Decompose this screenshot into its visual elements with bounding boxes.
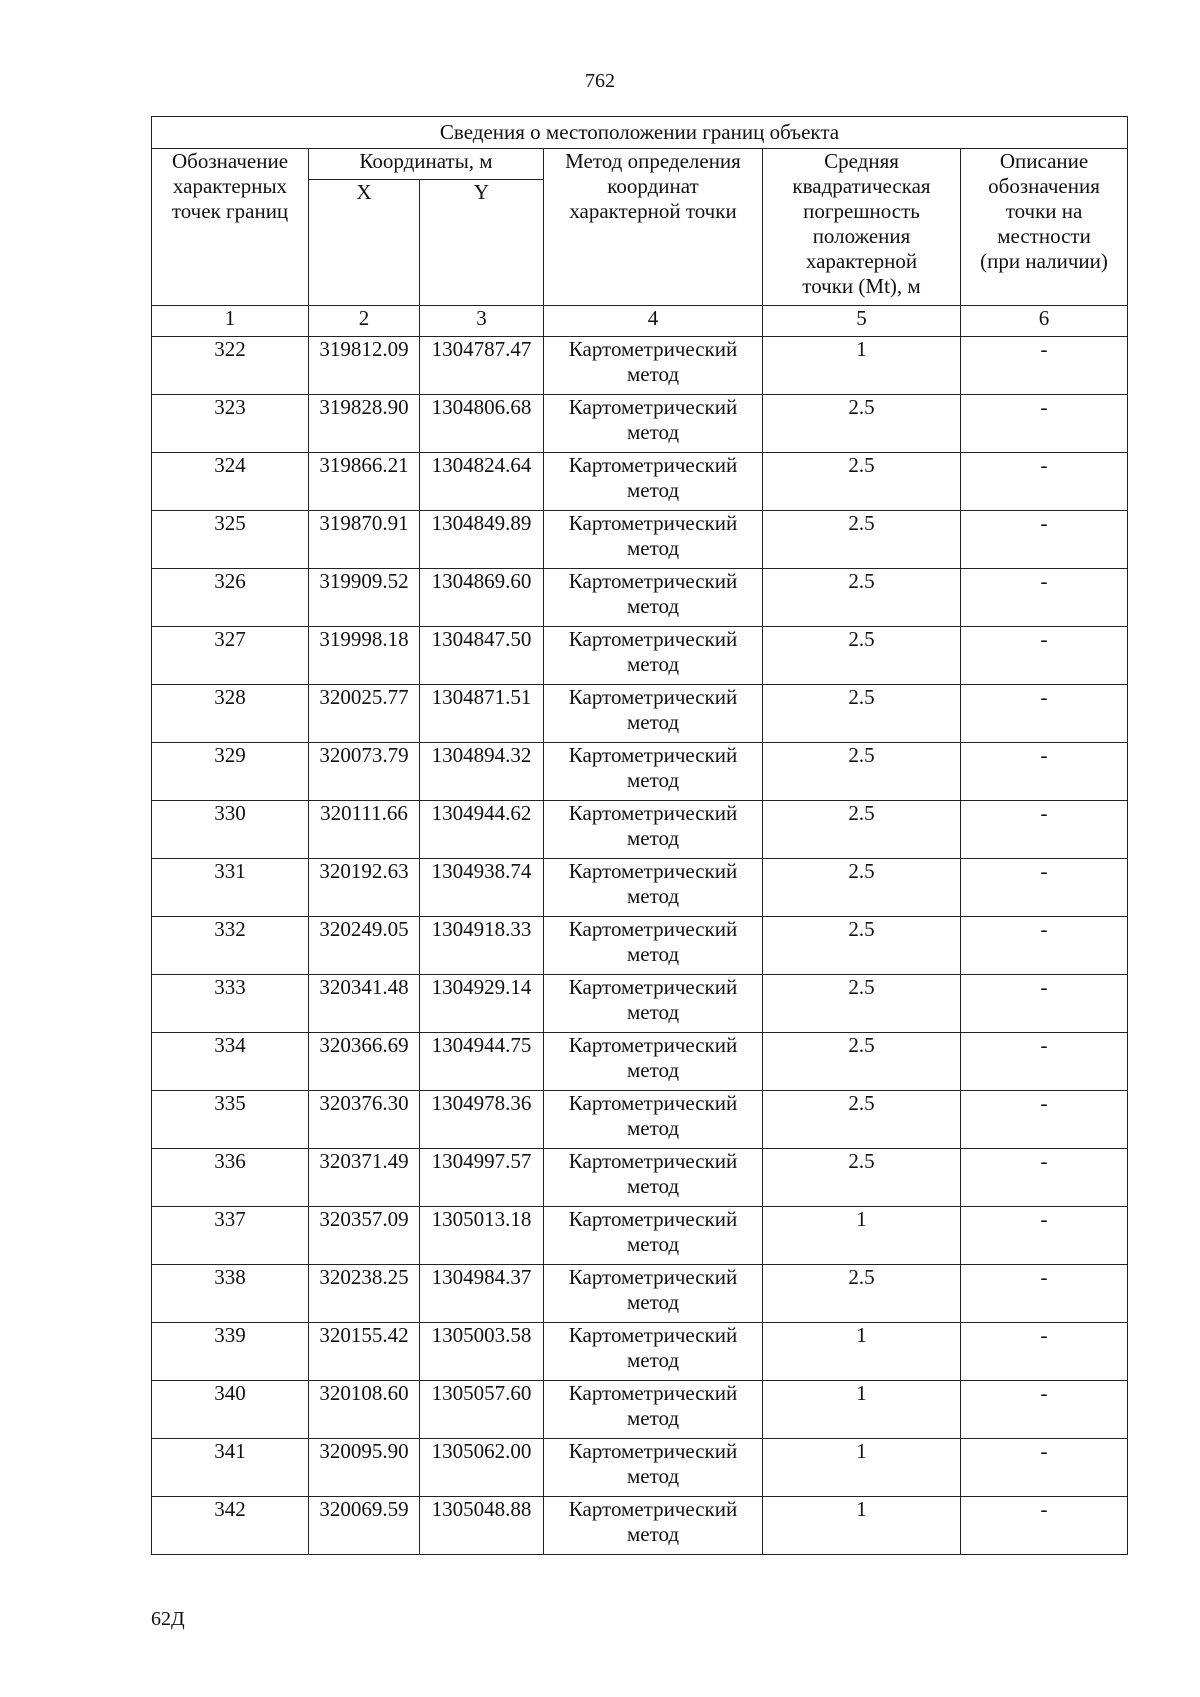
x-coordinate-cell: 320249.05	[309, 917, 420, 975]
header-line: точек границ	[171, 199, 289, 223]
table-caption: Сведения о местоположении границ объекта	[152, 117, 1128, 149]
column-number: 6	[961, 306, 1128, 337]
table-row	[152, 859, 1128, 917]
mean-error-cell: 2.5	[763, 511, 961, 569]
point-id-cell: 324	[152, 453, 309, 511]
point-id-cell: 342	[152, 1497, 309, 1555]
header-line: Описание	[999, 149, 1089, 173]
y-coordinate-cell: 1304929.14	[420, 975, 544, 1033]
page-number: 762	[585, 70, 615, 92]
method-cell: Картометрический метод	[544, 1381, 763, 1439]
method-cell: Картометрический метод	[544, 1091, 763, 1149]
method-cell: Картометрический метод	[544, 453, 763, 511]
description-cell: -	[961, 453, 1128, 511]
description-cell: -	[961, 917, 1128, 975]
column-number: 2	[309, 306, 420, 337]
y-coordinate-cell: 1304944.75	[420, 1033, 544, 1091]
x-coordinate-cell: 320069.59	[309, 1497, 420, 1555]
y-coordinate-cell: 1305062.00	[420, 1439, 544, 1497]
x-coordinate-cell: 320108.60	[309, 1381, 420, 1439]
y-coordinate-cell: 1305048.88	[420, 1497, 544, 1555]
mean-error-cell: 2.5	[763, 1033, 961, 1091]
header-line: погрешность	[803, 199, 920, 223]
y-coordinate-cell: 1304806.68	[420, 395, 544, 453]
header-point-designation	[152, 149, 309, 306]
point-id-cell: 336	[152, 1149, 309, 1207]
mean-error-cell: 2.5	[763, 685, 961, 743]
header-line: характерной точки	[569, 199, 737, 223]
mean-error-cell: 2.5	[763, 801, 961, 859]
header-line: обозначения	[988, 174, 1100, 198]
mean-error-cell: 2.5	[763, 569, 961, 627]
table-row	[152, 337, 1128, 395]
header-line: характерных	[172, 174, 288, 198]
point-id-cell: 338	[152, 1265, 309, 1323]
point-id-cell: 329	[152, 743, 309, 801]
header-line: точки на	[1005, 199, 1083, 223]
column-number: 4	[544, 306, 763, 337]
table-row	[152, 743, 1128, 801]
x-coordinate-cell: 319909.52	[309, 569, 420, 627]
x-coordinate-cell: 320357.09	[309, 1207, 420, 1265]
mean-error-cell: 2.5	[763, 395, 961, 453]
method-cell: Картометрический метод	[544, 511, 763, 569]
method-cell: Картометрический метод	[544, 917, 763, 975]
mean-error-cell: 1	[763, 1497, 961, 1555]
y-coordinate-cell: 1304871.51	[420, 685, 544, 743]
header-line: квадратическая	[792, 174, 931, 198]
x-coordinate-cell: 320073.79	[309, 743, 420, 801]
description-cell: -	[961, 1265, 1128, 1323]
description-cell: -	[961, 569, 1128, 627]
description-cell: -	[961, 1033, 1128, 1091]
description-cell: -	[961, 1497, 1128, 1555]
description-cell: -	[961, 1381, 1128, 1439]
description-cell: -	[961, 859, 1128, 917]
x-coordinate-cell: 320341.48	[309, 975, 420, 1033]
header-y: Y	[420, 180, 544, 306]
x-coordinate-cell: 319828.90	[309, 395, 420, 453]
header-x: X	[309, 180, 420, 306]
x-coordinate-cell: 319866.21	[309, 453, 420, 511]
table-row	[152, 917, 1128, 975]
y-coordinate-cell: 1304787.47	[420, 337, 544, 395]
y-coordinate-cell: 1305057.60	[420, 1381, 544, 1439]
method-cell: Картометрический метод	[544, 1149, 763, 1207]
description-cell: -	[961, 685, 1128, 743]
table-row	[152, 395, 1128, 453]
table-row	[152, 975, 1128, 1033]
table-row	[152, 801, 1128, 859]
header-line: Метод определения	[565, 149, 741, 173]
point-id-cell: 335	[152, 1091, 309, 1149]
method-cell: Картометрический метод	[544, 1497, 763, 1555]
table-row	[152, 1149, 1128, 1207]
y-coordinate-cell: 1304894.32	[420, 743, 544, 801]
header-line: точки (Mt), м	[802, 274, 921, 298]
mean-error-cell: 2.5	[763, 743, 961, 801]
mean-error-cell: 2.5	[763, 1091, 961, 1149]
point-id-cell: 322	[152, 337, 309, 395]
x-coordinate-cell: 320238.25	[309, 1265, 420, 1323]
method-cell: Картометрический метод	[544, 337, 763, 395]
table-row	[152, 1265, 1128, 1323]
point-id-cell: 341	[152, 1439, 309, 1497]
column-number: 3	[420, 306, 544, 337]
table-row	[152, 1207, 1128, 1265]
y-coordinate-cell: 1304847.50	[420, 627, 544, 685]
method-cell: Картометрический метод	[544, 627, 763, 685]
x-coordinate-cell: 319870.91	[309, 511, 420, 569]
y-coordinate-cell: 1305013.18	[420, 1207, 544, 1265]
x-coordinate-cell: 320366.69	[309, 1033, 420, 1091]
header-line: местности	[997, 224, 1091, 248]
table-row	[152, 453, 1128, 511]
x-coordinate-cell: 320376.30	[309, 1091, 420, 1149]
point-id-cell: 331	[152, 859, 309, 917]
description-cell: -	[961, 801, 1128, 859]
mean-error-cell: 2.5	[763, 453, 961, 511]
table-row	[152, 627, 1128, 685]
description-cell: -	[961, 743, 1128, 801]
table-row	[152, 1497, 1128, 1555]
footer-code: 62Д	[151, 1608, 185, 1630]
point-id-cell: 339	[152, 1323, 309, 1381]
table-row	[152, 685, 1128, 743]
mean-error-cell: 1	[763, 1381, 961, 1439]
mean-error-cell: 1	[763, 1207, 961, 1265]
y-coordinate-cell: 1304997.57	[420, 1149, 544, 1207]
header-line: (при наличии)	[980, 249, 1108, 273]
point-id-cell: 332	[152, 917, 309, 975]
y-coordinate-cell: 1305003.58	[420, 1323, 544, 1381]
method-cell: Картометрический метод	[544, 975, 763, 1033]
table-row	[152, 1033, 1128, 1091]
method-cell: Картометрический метод	[544, 569, 763, 627]
column-number: 1	[152, 306, 309, 337]
description-cell: -	[961, 1323, 1128, 1381]
method-cell: Картометрический метод	[544, 1207, 763, 1265]
mean-error-cell: 2.5	[763, 627, 961, 685]
description-cell: -	[961, 627, 1128, 685]
mean-error-cell: 2.5	[763, 917, 961, 975]
x-coordinate-cell: 319998.18	[309, 627, 420, 685]
point-id-cell: 333	[152, 975, 309, 1033]
method-cell: Картометрический метод	[544, 1323, 763, 1381]
description-cell: -	[961, 1091, 1128, 1149]
table-row	[152, 1091, 1128, 1149]
method-cell: Картометрический метод	[544, 1439, 763, 1497]
boundary-coordinates-table	[151, 116, 1128, 1555]
mean-error-cell: 2.5	[763, 859, 961, 917]
point-id-cell: 334	[152, 1033, 309, 1091]
method-cell: Картометрический метод	[544, 859, 763, 917]
mean-error-cell: 2.5	[763, 1265, 961, 1323]
method-cell: Картометрический метод	[544, 801, 763, 859]
y-coordinate-cell: 1304869.60	[420, 569, 544, 627]
x-coordinate-cell: 320371.49	[309, 1149, 420, 1207]
description-cell: -	[961, 395, 1128, 453]
table-row	[152, 511, 1128, 569]
point-id-cell: 325	[152, 511, 309, 569]
method-cell: Картометрический метод	[544, 743, 763, 801]
table-body	[152, 337, 1128, 1555]
header-line: положения	[812, 224, 911, 248]
description-cell: -	[961, 975, 1128, 1033]
description-cell: -	[961, 1207, 1128, 1265]
header-description	[961, 149, 1128, 306]
header-mean-error	[763, 149, 961, 306]
description-cell: -	[961, 511, 1128, 569]
y-coordinate-cell: 1304918.33	[420, 917, 544, 975]
header-line: координат	[607, 174, 699, 198]
table-row	[152, 1439, 1128, 1497]
x-coordinate-cell: 320155.42	[309, 1323, 420, 1381]
header-method	[544, 149, 763, 306]
y-coordinate-cell: 1304944.62	[420, 801, 544, 859]
y-coordinate-cell: 1304849.89	[420, 511, 544, 569]
table-row	[152, 569, 1128, 627]
x-coordinate-cell: 320192.63	[309, 859, 420, 917]
point-id-cell: 340	[152, 1381, 309, 1439]
point-id-cell: 323	[152, 395, 309, 453]
header-line: Средняя	[824, 149, 899, 173]
table-row	[152, 1323, 1128, 1381]
x-coordinate-cell: 320095.90	[309, 1439, 420, 1497]
point-id-cell: 330	[152, 801, 309, 859]
column-number: 5	[763, 306, 961, 337]
mean-error-cell: 1	[763, 337, 961, 395]
table-row	[152, 1381, 1128, 1439]
mean-error-cell: 2.5	[763, 1149, 961, 1207]
point-id-cell: 326	[152, 569, 309, 627]
method-cell: Картометрический метод	[544, 1265, 763, 1323]
point-id-cell: 327	[152, 627, 309, 685]
mean-error-cell: 1	[763, 1323, 961, 1381]
point-id-cell: 337	[152, 1207, 309, 1265]
description-cell: -	[961, 1149, 1128, 1207]
column-number-row	[152, 306, 1128, 337]
point-id-cell: 328	[152, 685, 309, 743]
description-cell: -	[961, 1439, 1128, 1497]
y-coordinate-cell: 1304978.36	[420, 1091, 544, 1149]
method-cell: Картометрический метод	[544, 1033, 763, 1091]
method-cell: Картометрический метод	[544, 685, 763, 743]
x-coordinate-cell: 319812.09	[309, 337, 420, 395]
header-line: характерной	[805, 249, 918, 273]
x-coordinate-cell: 320111.66	[309, 801, 420, 859]
y-coordinate-cell: 1304824.64	[420, 453, 544, 511]
mean-error-cell: 2.5	[763, 975, 961, 1033]
x-coordinate-cell: 320025.77	[309, 685, 420, 743]
y-coordinate-cell: 1304938.74	[420, 859, 544, 917]
method-cell: Картометрический метод	[544, 395, 763, 453]
mean-error-cell: 1	[763, 1439, 961, 1497]
y-coordinate-cell: 1304984.37	[420, 1265, 544, 1323]
header-coordinates: Координаты, м	[309, 149, 544, 180]
header-line: Обозначение	[171, 149, 289, 173]
description-cell: -	[961, 337, 1128, 395]
